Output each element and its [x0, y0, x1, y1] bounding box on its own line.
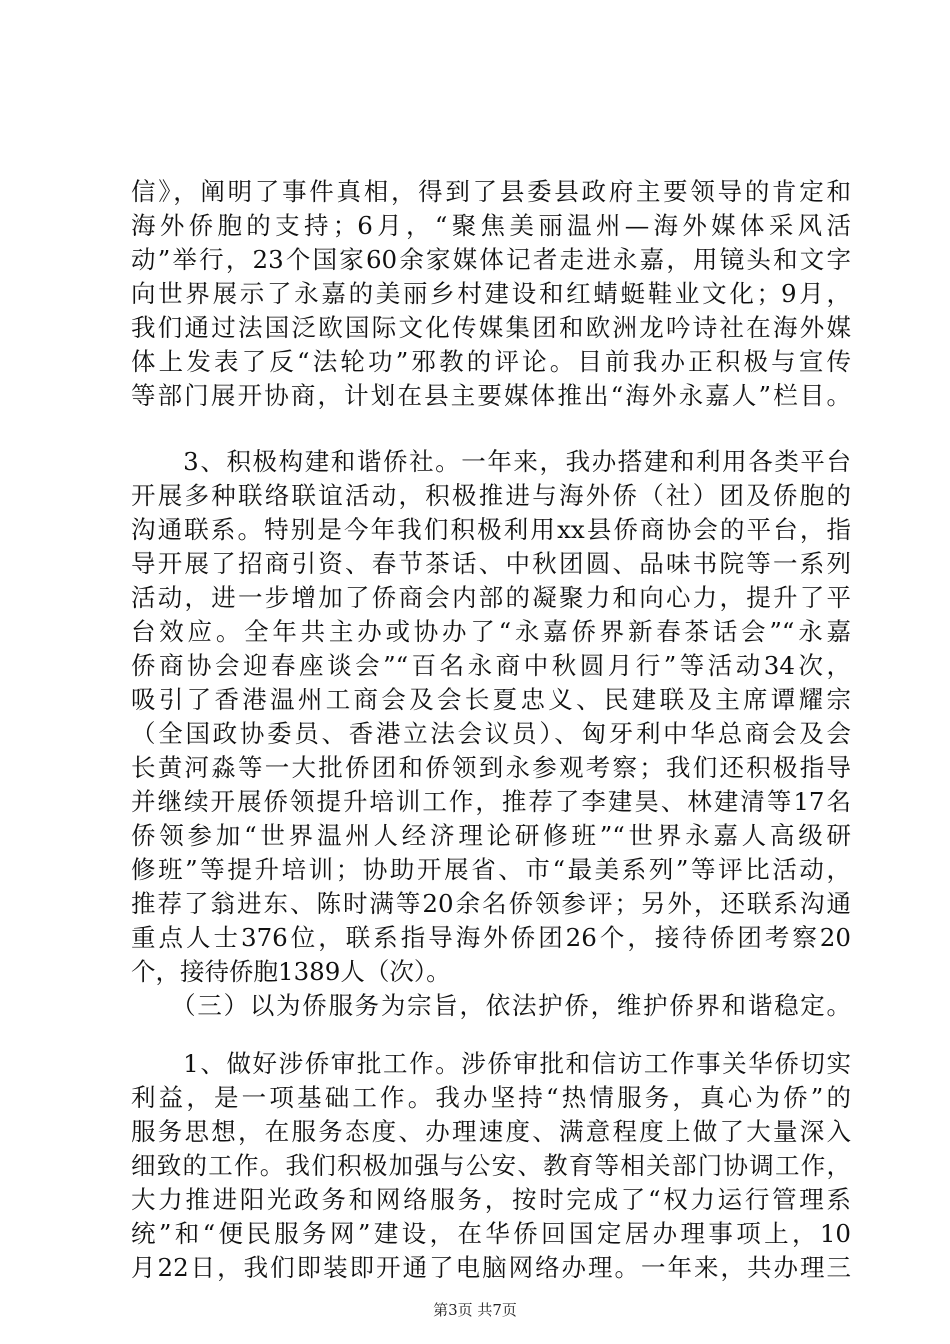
text-line: 重点人士376位，联系指导海外侨团26个，接待侨团考察20	[131, 923, 851, 952]
text-line: 我们通过法国泛欧国际文化传媒集团和欧洲龙吟诗社在海外媒	[131, 313, 851, 342]
text-line: 1、做好涉侨审批工作。涉侨审批和信访工作事关华侨切实	[131, 1049, 851, 1078]
text-line: 个，接待侨胞1389人（次）。	[131, 957, 451, 986]
text-line: 导开展了招商引资、春节茶话、中秋团圆、品味书院等一系列	[131, 549, 851, 578]
text-line: 侨商协会迎春座谈会”“百名永商中秋圆月行”等活动34次，	[131, 651, 851, 680]
text-line: 沟通联系。特别是今年我们积极利用xx县侨商协会的平台，指	[131, 515, 851, 544]
text-line: 月22日，我们即装即开通了电脑网络办理。一年来，共办理三	[131, 1253, 851, 1282]
text-line: 等部门展开协商，计划在县主要媒体推出“海外永嘉人”栏目。	[131, 381, 851, 410]
text-line: （全国政协委员、香港立法会议员）、匈牙利中华总商会及会	[131, 719, 851, 748]
page-footer: 第3页 共7页	[433, 1301, 517, 1319]
text-line: 推荐了翁进东、陈时满等20余名侨领参评；另外，还联系沟通	[131, 889, 851, 918]
text-line: 海外侨胞的支持；6月，“聚焦美丽温州—海外媒体采风活	[131, 211, 851, 240]
text-line: 服务思想，在服务态度、办理速度、满意程度上做了大量深入	[131, 1117, 851, 1146]
text-line: 动”举行，23个国家60余家媒体记者走进永嘉，用镜头和文字	[131, 245, 851, 274]
text-line: 大力推进阳光政务和网络服务，按时完成了“权力运行管理系	[131, 1185, 851, 1214]
text-line: 台效应。全年共主办或协办了“永嘉侨界新春茶话会”“永嘉	[131, 617, 851, 646]
text-line: 开展多种联络联谊活动，积极推进与海外侨（社）团及侨胞的	[131, 481, 851, 510]
text-line: 侨领参加“世界温州人经济理论研修班”“世界永嘉人高级研	[131, 821, 851, 850]
text-line: 利益，是一项基础工作。我办坚持“热情服务，真心为侨”的	[131, 1083, 851, 1112]
text-line: 并继续开展侨领提升培训工作，推荐了李建昊、林建清等17名	[131, 787, 851, 816]
text-line: 3、积极构建和谐侨社。一年来，我办搭建和利用各类平台	[131, 447, 851, 476]
text-line: 向世界展示了永嘉的美丽乡村建设和红蜻蜓鞋业文化；9月，	[131, 279, 851, 308]
text-line: 修班”等提升培训；协助开展省、市“最美系列”等评比活动，	[131, 855, 851, 884]
text-line: 体上发表了反“法轮功”邪教的评论。目前我办正积极与宣传	[131, 347, 851, 376]
text-line: 长黄河淼等一大批侨团和侨领到永参观考察；我们还积极指导	[131, 753, 851, 782]
text-line: 统”和“便民服务网”建设，在华侨回国定居办理事项上，10	[131, 1219, 851, 1248]
text-line: 活动，进一步增加了侨商会内部的凝聚力和向心力，提升了平	[131, 583, 851, 612]
text-line: 细致的工作。我们积极加强与公安、教育等相关部门协调工作，	[131, 1151, 851, 1180]
text-line: 信》，阐明了事件真相，得到了县委县政府主要领导的肯定和	[131, 177, 851, 206]
text-line: 吸引了香港温州工商会及会长夏忠义、民建联及主席谭耀宗	[131, 685, 851, 714]
section-heading: （三）以为侨服务为宗旨，依法护侨，维护侨界和谐稳定。	[131, 991, 851, 1020]
